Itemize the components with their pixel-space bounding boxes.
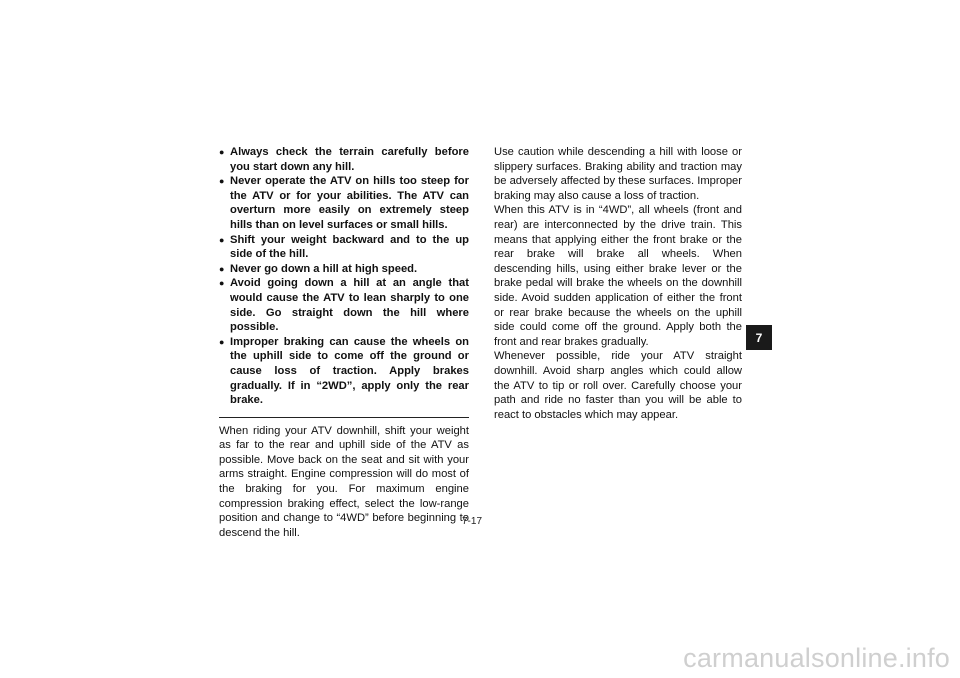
downhill-paragraph: When riding your ATV downhill, shift your weight as far to the rear and uphill side of the ATV as possible. Move back on the seat and sit with your arms straight. Engine compression will do most of the braking for you. For maximum engine compression braking effect, select the low-range position and change to “4WD” before beginning to descend the hill.	[219, 424, 469, 539]
bullet-icon: ●	[219, 278, 225, 289]
body-paragraph: When this ATV is in “4WD”, all wheels (front and rear) are interconnected by the drive train. This means that applying either the front brake or the rear brake will brake all wheels. When descending hills, using either brake lever or the brake pedal will brake the wheels on the downhill side. Avoid sudden application of either the front or rear brake because the wheels on the uphill side could come off the ground. Apply both the front and rear brakes gradually.	[494, 204, 742, 348]
warning-item: ● Improper braking can cause the wheels on the uphill side to come off the ground or cause loss of traction. Apply brakes gradually. If in “2WD”, apply only the rear brake.	[219, 335, 469, 407]
bullet-icon: ●	[219, 147, 225, 157]
chapter-tab: 7	[746, 325, 772, 350]
bullet-icon: ●	[219, 263, 225, 274]
warning-item: ● Avoid going down a hill at an angle that would cause the ATV to lean sharply to one side. Go straight down the hill where possible.	[219, 277, 469, 334]
warning-list	[219, 145, 469, 408]
watermark: carmanualsonline.info	[683, 643, 950, 673]
warning-item: ● Never go down a hill at high speed.	[219, 262, 418, 275]
warning-item: ● Never operate the ATV on hills too steep for the ATV or for your abilities. The ATV can overturn more easily on extremely steep hills than on level surfaces or small hills.	[219, 175, 469, 231]
bullet-icon: ●	[219, 336, 225, 347]
warning-divider	[219, 417, 469, 418]
warning-item: ● Shift your weight backward and to the up side of the hill.	[219, 233, 469, 261]
bullet-icon: ●	[219, 234, 225, 245]
bullet-icon: ●	[219, 176, 225, 187]
right-column	[494, 145, 742, 422]
left-column	[219, 145, 469, 540]
warning-item: ● Always check the terrain carefully before you start down any hill.	[219, 146, 469, 173]
page-number: 7-17	[462, 516, 483, 527]
body-paragraph: Use caution while descending a hill with loose or slippery surfaces. Braking ability and traction may be adversely affected by these surfaces. Improper braking may also cause a loss of traction.	[494, 146, 742, 202]
body-paragraph: Whenever possible, ride your ATV straight downhill. Avoid sharp angles which could allow the ATV to tip or roll over. Carefully choose your path and ride no faster than you will be able to react to obstacles which may appear.	[494, 350, 742, 421]
